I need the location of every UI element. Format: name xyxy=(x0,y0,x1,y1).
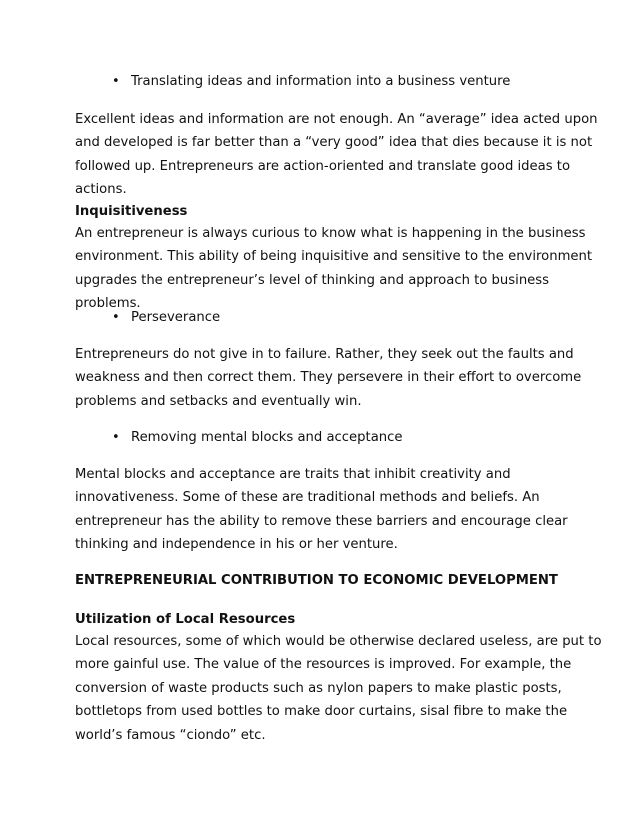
paragraph-mental-blocks: Mental blocks and acceptance are traits that inhibit creativity and innovativeness. Some of these are traditional methods and beliefs. An entrepreneur has the ability to remove these barriers and encourage clear thinking and independence in his or her venture. xyxy=(75,467,568,553)
bullet-marker: • xyxy=(112,430,120,445)
bullet-marker: • xyxy=(112,310,120,325)
paragraph-inquisitiveness: An entrepreneur is always curious to know what is happening in the business environment. This ability of being inquisitive and sensitive to the environment upgrades the entrepreneur’s level of thinking and approach to business problems. xyxy=(75,226,593,312)
paragraph-local-resources: Local resources, some of which would be otherwise declared useless, are put to more gainful use. The value of the resources is improved. For example, the conversion of waste products such as nylon papers to make plastic posts, bottletops from used bottles to make door curtains, sisal fibre to make the world’s famous “ciondo” etc. xyxy=(75,634,602,743)
bullet-text: Translating ideas and information into a business venture xyxy=(131,74,511,89)
heading-economic-development: ENTREPRENEURIAL CONTRIBUTION TO ECONOMIC DEVELOPMENT xyxy=(75,573,558,588)
bullet-marker: • xyxy=(112,74,120,89)
paragraph-excellent-ideas: Excellent ideas and information are not enough. An “average” idea acted upon and developed is far better than a “very good” idea that dies because it is not followed up. Entrepreneurs are action-oriented and translate good ideas to actions. xyxy=(75,112,598,198)
bullet-text: Removing mental blocks and acceptance xyxy=(131,430,403,445)
bullet-text: Perseverance xyxy=(131,310,221,325)
heading-local-resources: Utilization of Local Resources xyxy=(75,612,296,627)
paragraph-perseverance: Entrepreneurs do not give in to failure. Rather, they seek out the faults and weakness and then correct them. They persevere in their effort to overcome problems and setbacks and eventually win. xyxy=(75,347,582,409)
heading-inquisitiveness: Inquisitiveness xyxy=(75,204,188,219)
